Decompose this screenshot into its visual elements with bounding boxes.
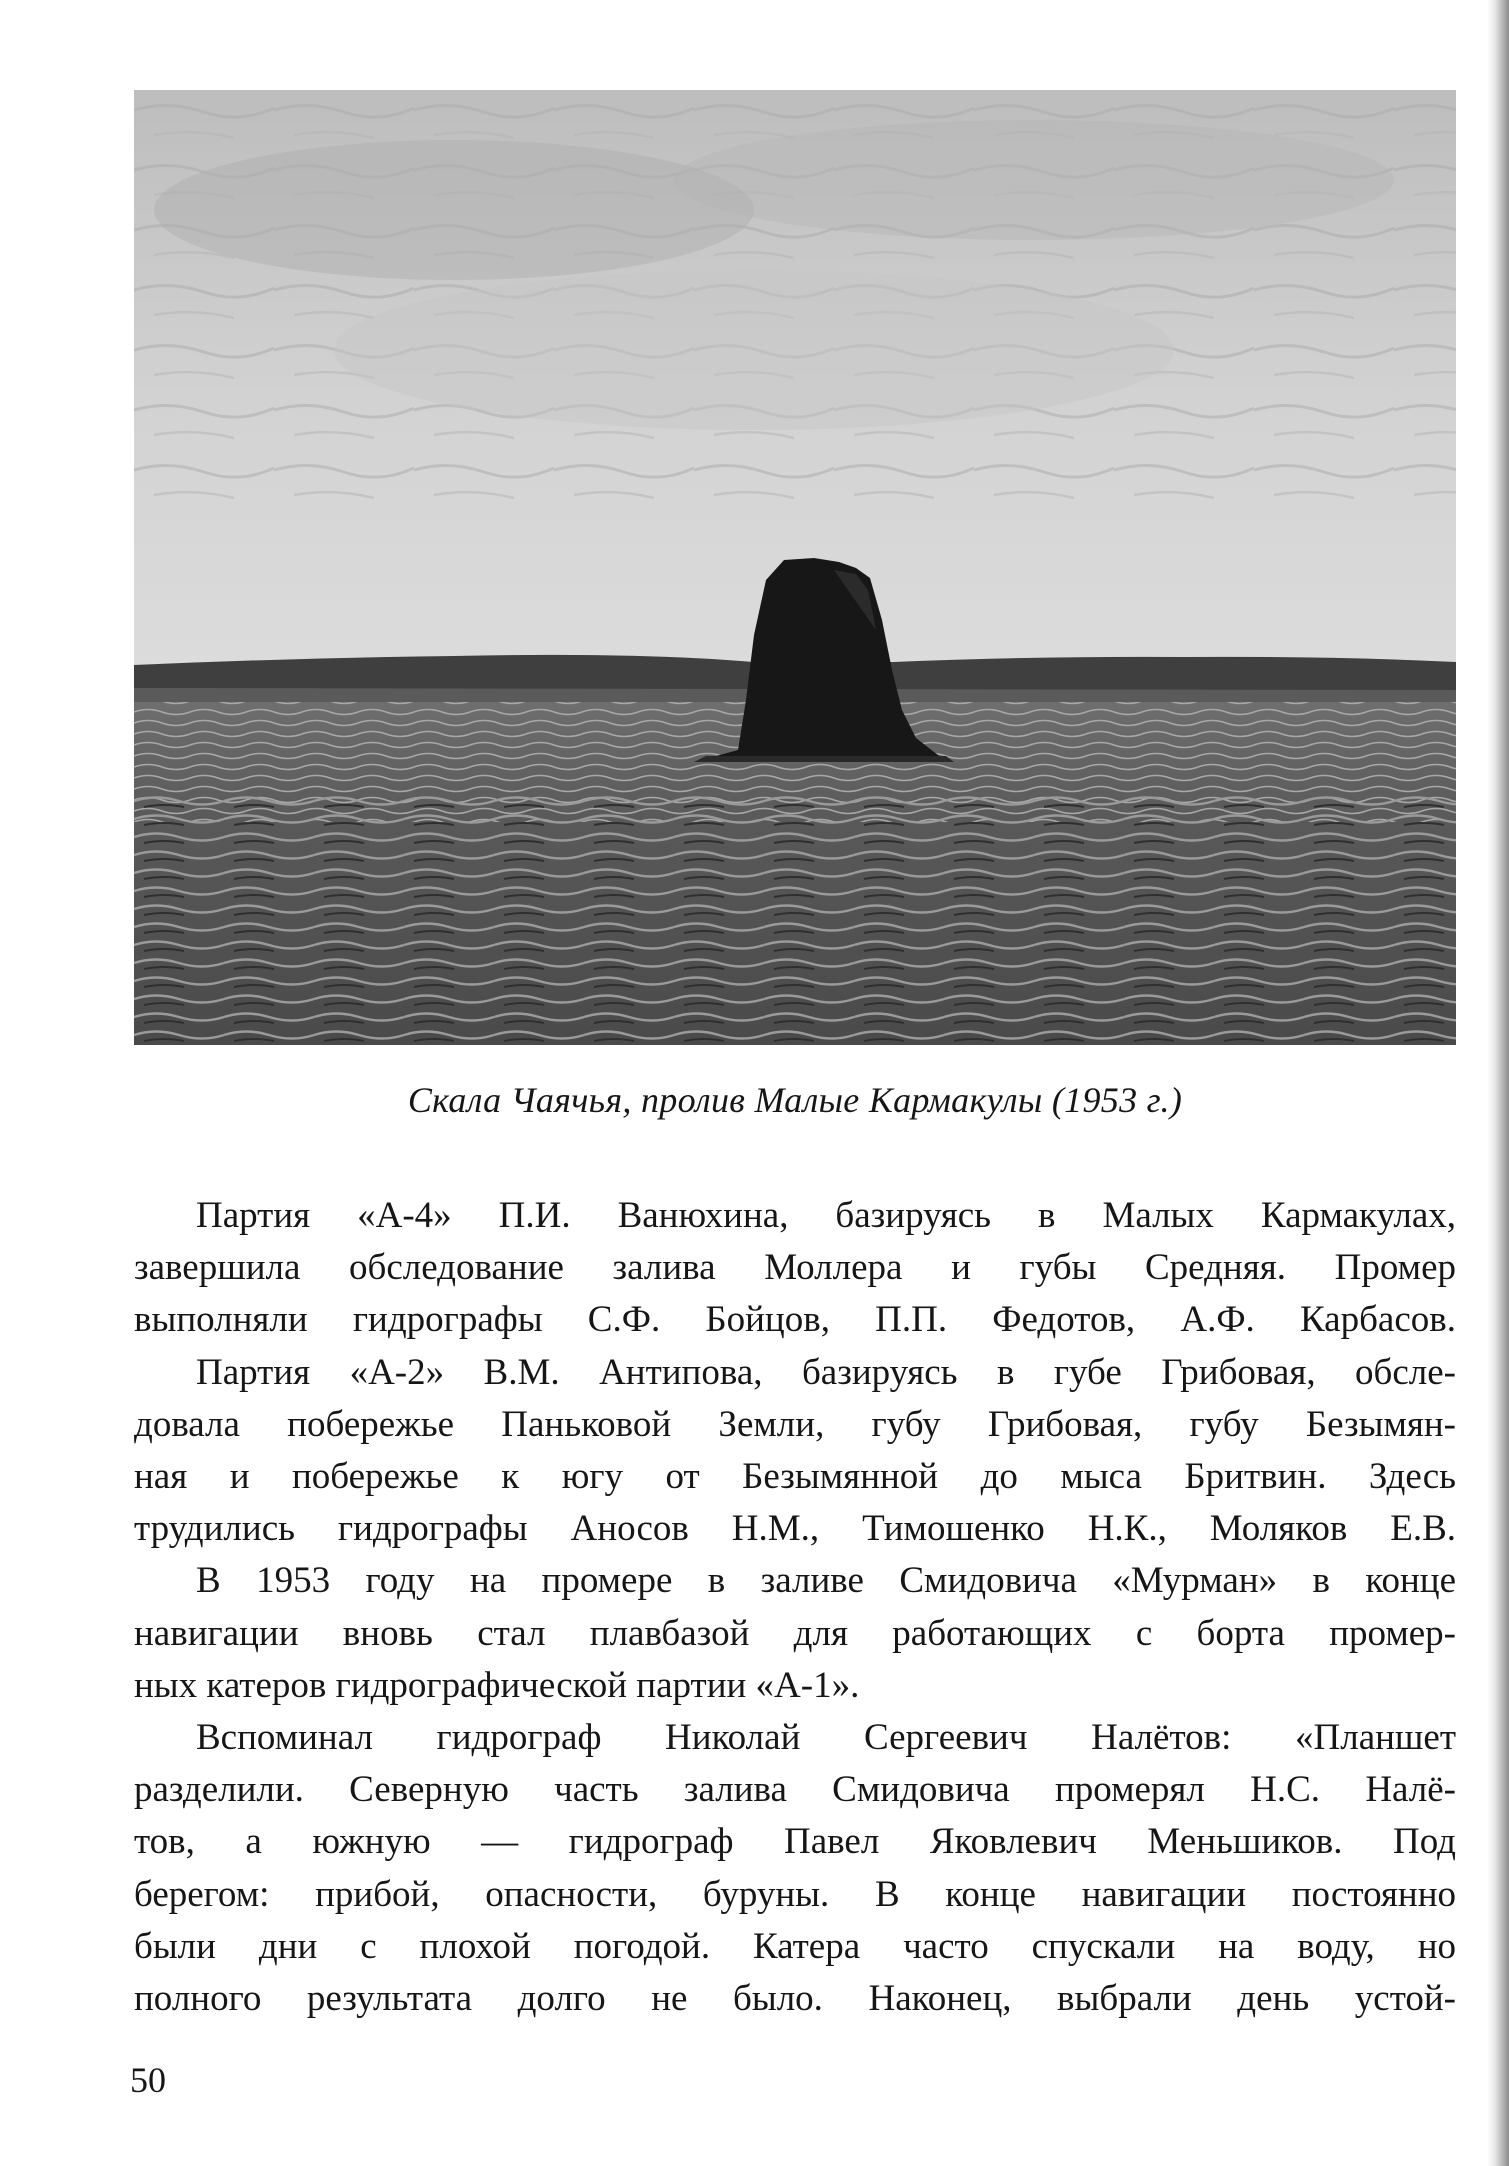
photo-rock-chayachya [134, 90, 1456, 1045]
text-line: берегом: прибой, опасности, буруны. В конце навигации постоянно [134, 1873, 1456, 1915]
text-line: тов, а южную — гидрограф Павел Яковлевич Меньшиков. Под [134, 1821, 1456, 1863]
text-line: завершила обследование залива Моллера и губы Средняя. Промер [134, 1247, 1456, 1289]
paragraph [134, 1555, 1456, 1712]
text-line: трудились гидрографы Аносов Н.М., Тимошенко Н.К., Моляков Е.В. [134, 1508, 1456, 1550]
figure-caption: Скала Чаячья, пролив Малые Кармакулы (1953 г.) [407, 1080, 1183, 1120]
page-number: 50 [130, 2060, 166, 2100]
body-text [134, 1190, 1456, 2025]
page-edge-shadow [1487, 0, 1509, 2166]
text-line: довала побережье Паньковой Земли, губу Грибовая, губу Безымян- [134, 1403, 1456, 1445]
text-line: Партия «А-2» В.М. Антипова, базируясь в губе Грибовая, обсле- [196, 1351, 1456, 1393]
text-line: разделили. Северную часть залива Смидовича промерял Н.С. Налё- [134, 1769, 1456, 1811]
paragraph [134, 1347, 1456, 1556]
text-line: навигации вновь стал плавбазой для работающих с борта промер- [134, 1612, 1456, 1654]
paragraph [134, 1190, 1456, 1347]
photo-image [134, 90, 1456, 1045]
text-line: ная и побережье к югу от Безымянной до мыса Бритвин. Здесь [134, 1456, 1456, 1498]
text-line: Вспоминал гидрограф Николай Сергеевич Налётов: «Планшет [196, 1717, 1456, 1759]
text-line: были дни с плохой погодой. Катера часто спускали на воду, но [134, 1925, 1456, 1967]
text-line: ных катеров гидрографической партии «А-1». [134, 1664, 860, 1706]
text-line: Партия «А-4» П.И. Ванюхина, базируясь в Малых Кармакулах, [196, 1195, 1456, 1236]
text-line: В 1953 году на промере в заливе Смидовича «Мурман» в конце [196, 1560, 1456, 1602]
text-line: выполняли гидрографы С.Ф. Бойцов, П.П. Федотов, А.Ф. Карбасов. [134, 1299, 1456, 1341]
paragraph [134, 1712, 1456, 2025]
text-line: полного результата долго не было. Наконец, выбрали день устой- [134, 1978, 1456, 2020]
